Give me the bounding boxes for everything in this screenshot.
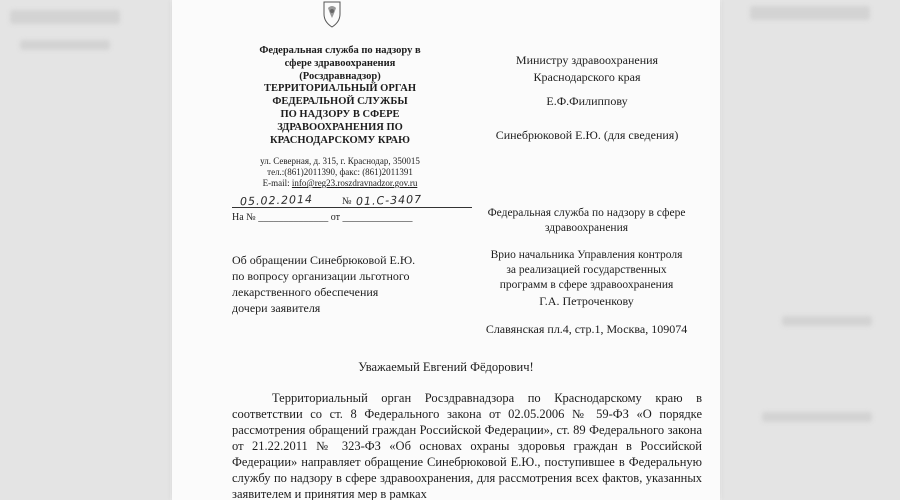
coat-of-arms-icon [320, 0, 344, 28]
salutation: Уважаемый Евгений Фёдорович! [358, 360, 534, 374]
background-left [0, 0, 170, 500]
letter-page [172, 0, 720, 500]
sender-phone: тел.:(861)2011390, факс: (861)2011391 [267, 167, 413, 177]
sender-address: ул. Северная, д. 315, г. Краснодар, 350015 [260, 156, 420, 166]
background-right [722, 0, 900, 500]
body-paragraph: Территориальный орган Росздравнадзора по Краснодарскому краю в соответствии со ст. 8 Федерального закона от 02.05.2006 № 59-ФЗ «О порядке рассмотрения обращений граждан Российской Федерации», ст. 89 Федерального закона от 21.22.2011 № 323-ФЗ «Об основах охраны здоровья граждан в Российской Федерации» направляет обращение Синебрюковой Е.Ю., поступившее в Федеральную службу по надзору в сфере здравоохранения, для рассмотрения всех фактов, указанных заявителем и принятия мер в рамках [232, 391, 702, 500]
registration-line [232, 192, 472, 210]
recipient-head-name: Г.А. Петроченкову [539, 294, 634, 308]
sender-agency: Федеральная служба по надзору в сфере здравоохранения (Росздравнадзор) [259, 45, 421, 82]
email-label: E-mail: [262, 178, 292, 188]
handwritten-date: 05.02.2014 [239, 192, 314, 209]
reference-number-line: На № ______________ от ______________ [232, 212, 413, 223]
number-sign: № [342, 196, 352, 207]
recipient-position: Врио начальника Управления контроля за реализацией государственных программ в сфере здравоохранения [490, 249, 683, 291]
letter-subject: Об обращении Синебрюковой Е.Ю. по вопросу организации льготного лекарственного обеспечения дочери заявителя [232, 253, 416, 315]
letter-body [232, 390, 702, 500]
sender-contacts [240, 156, 440, 189]
recipient-address: Славянская пл.4, стр.1, Москва, 109074 [485, 322, 688, 336]
recipient-minister: Министру здравоохранения Краснодарского края [515, 53, 659, 84]
recipient-minister-name: Е.Ф.Филиппову [546, 94, 628, 108]
recipient-agency: Федеральная служба по надзору в сфере здравоохранения [487, 207, 686, 234]
email-link[interactable]: info@reg23.roszdravnadzor.gov.ru [291, 178, 418, 188]
recipient-copy: Синебрюковой Е.Ю. (для сведения) [495, 128, 679, 142]
sender-organization: ТЕРРИТОРИАЛЬНЫЙ ОРГАН ФЕДЕРАЛЬНОЙ СЛУЖБЫ ПО НАДЗОРУ В СФЕРЕ ЗДРАВООХРАНЕНИЯ ПО КРАСНОДАРСКОМУ КРАЮ [263, 83, 417, 146]
handwritten-number: 01.С-3407 [355, 192, 423, 209]
